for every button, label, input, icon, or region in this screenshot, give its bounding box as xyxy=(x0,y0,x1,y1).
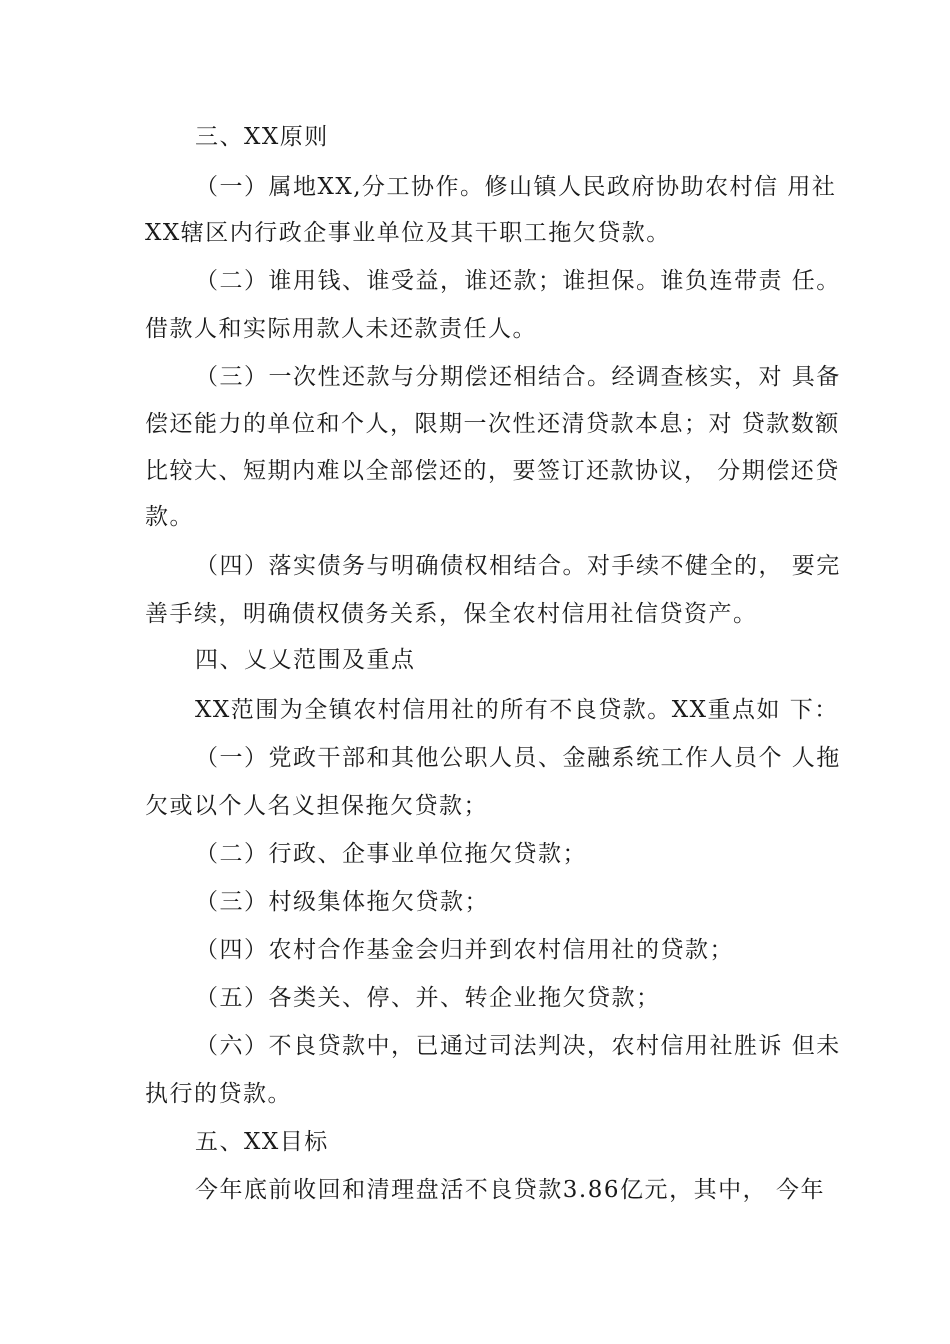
paragraph-line: （六）不良贷款中，已通过司法判决，农村信用社胜诉 但未 xyxy=(195,1033,841,1059)
section-heading-principles: 三、XX原则 xyxy=(195,124,329,150)
paragraph-line: XX辖区内行政企事业单位及其干职工拖欠贷款。 xyxy=(145,220,671,246)
list-item: （五）各类关、停、并、转企业拖欠贷款； xyxy=(195,985,661,1011)
paragraph-line: 今年底前收回和清理盘活不良贷款3.86亿元，其中， 今年 xyxy=(195,1177,825,1203)
paragraph-line: 借款人和实际用款人未还款责任人。 xyxy=(145,316,537,342)
paragraph-line: 比较大、短期内难以全部偿还的，要签订还款协议， 分期偿还贷 xyxy=(145,458,840,484)
list-item: （三）村级集体拖欠贷款； xyxy=(195,889,489,915)
paragraph-line: 偿还能力的单位和个人，限期一次性还清贷款本息；对 贷款数额 xyxy=(145,411,840,437)
section-heading-targets: 五、XX目标 xyxy=(195,1129,329,1155)
paragraph-line: 款。 xyxy=(145,504,194,530)
paragraph-line: （一）党政干部和其他公职人员、金融系统工作人员个 人拖 xyxy=(195,745,841,771)
paragraph-line: （四）落实债务与明确债权相结合。对手续不健全的， 要完 xyxy=(195,553,841,579)
paragraph-line: XX范围为全镇农村信用社的所有不良贷款。XX重点如 下： xyxy=(195,697,839,723)
paragraph-line: 欠或以个人名义担保拖欠贷款； xyxy=(145,793,488,819)
paragraph-line: 执行的贷款。 xyxy=(145,1081,292,1107)
list-item: （四）农村合作基金会归并到农村信用社的贷款； xyxy=(195,937,734,963)
paragraph-line: （二）谁用钱、谁受益，谁还款；谁担保。谁负连带责 任。 xyxy=(195,268,841,294)
section-heading-scope: 四、乂乂范围及重点 xyxy=(195,647,416,673)
paragraph-line: （一）属地XX,分工协作。修山镇人民政府协助农村信 用社 xyxy=(195,174,837,200)
list-item: （二）行政、企事业单位拖欠贷款； xyxy=(195,841,587,867)
paragraph-line: （三）一次性还款与分期偿还相结合。经调查核实，对 具备 xyxy=(195,364,841,390)
paragraph-line: 善手续，明确债权债务关系，保全农村信用社信贷资产。 xyxy=(145,601,758,627)
